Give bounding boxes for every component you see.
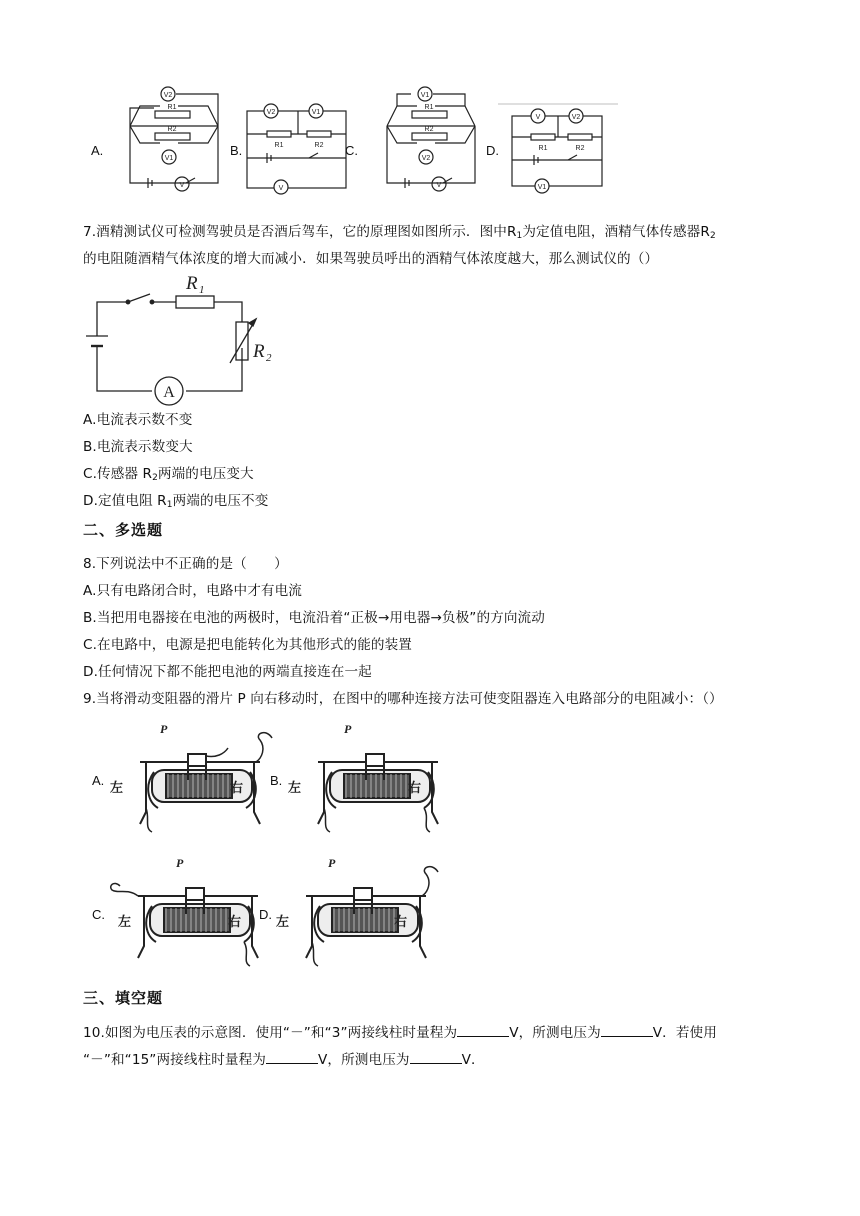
r1-label: R1 — [424, 104, 434, 111]
circuit-d-diagram — [498, 102, 618, 190]
option-c-label: C. — [92, 907, 105, 922]
right-end-label: 右 — [230, 781, 244, 796]
meter-v-label: V — [535, 114, 541, 121]
r2-subscript: 2 — [266, 352, 272, 364]
r1-subscript: 1 — [199, 284, 205, 296]
meter-v-label: V — [436, 182, 442, 189]
circuit-c-diagram — [357, 78, 487, 190]
r1-label: R1 — [274, 142, 284, 149]
slider-p-label: P — [328, 856, 336, 870]
section-title-multiple-choice: 二、多选题 — [83, 521, 164, 539]
meter-v1-label: V1 — [311, 109, 321, 116]
right-end-label: 右 — [394, 915, 408, 930]
q8-option-d[interactable]: D.任何情况下都不能把电池的两端直接连在一起 — [83, 664, 372, 680]
q9-stem: 9.当将滑动变阻器的滑片 P 向右移动时，在图中的哪种连接方法可使变阻器连入电路部分的电阻减小：（） — [83, 691, 723, 707]
q8-option-a[interactable]: A.只有电路闭合时，电路中才有电流 — [83, 583, 302, 599]
option-c-label: C. — [345, 143, 358, 158]
q7-stem-line2: 的电阻随酒精气体浓度的增大而减小．如果驾驶员呼出的酒精气体浓度越大，那么测试仪的（） — [83, 251, 659, 267]
meter-v1-label: V1 — [420, 92, 430, 99]
left-end-label: 左 — [110, 781, 124, 796]
blank-reading-3v[interactable] — [601, 1022, 653, 1037]
meter-v-label: V — [179, 182, 185, 189]
blank-range-15v[interactable] — [266, 1049, 318, 1064]
r1-label: R1 — [167, 104, 177, 111]
meter-v1-label: V1 — [164, 155, 174, 162]
meter-v-label: V — [278, 185, 284, 192]
section-title-fill-in-blank: 三、填空题 — [83, 989, 164, 1007]
slider-p-label: P — [176, 856, 184, 870]
q7-option-a[interactable]: A.电流表示数不变 — [83, 412, 193, 428]
slider-p-label: P — [344, 722, 352, 736]
ammeter-label: A — [163, 384, 175, 401]
meter-v1-label: V1 — [537, 184, 547, 191]
left-end-label: 左 — [288, 781, 302, 796]
q7-option-b[interactable]: B.电流表示数变大 — [83, 439, 193, 455]
rheostat-c-diagram — [104, 852, 274, 970]
option-b-label: B. — [270, 773, 283, 788]
q7-stem-line1: 7.酒精测试仪可检测驾驶员是否酒后驾车，它的原理图如图所示．图中$R_1$为定值电阻，酒精气体传感器$R_2$ — [83, 224, 716, 241]
rheostat-d-diagram — [272, 852, 442, 970]
option-b-label: B. — [230, 143, 243, 158]
blank-reading-15v[interactable] — [410, 1049, 462, 1064]
circuit-a-diagram — [100, 78, 230, 190]
meter-v2-label: V2 — [571, 114, 581, 121]
r2-label: R2 — [575, 145, 585, 152]
rheostat-a-diagram — [106, 718, 276, 836]
r2-label: R2 — [424, 126, 434, 133]
left-end-label: 左 — [118, 915, 132, 930]
q10-line2: “－”和“15”两接线柱时量程为 V，所测电压为 V． — [83, 1049, 485, 1070]
q7-circuit-diagram — [80, 272, 290, 402]
right-end-label: 右 — [408, 781, 422, 796]
rheostat-b-diagram — [284, 718, 454, 836]
r1-label: R1 — [538, 145, 548, 152]
r2-label: R — [253, 341, 265, 362]
meter-v2-label: V2 — [163, 92, 173, 99]
option-a-label: A. — [91, 143, 104, 158]
q8-option-c[interactable]: C.在电路中，电源是把电能转化为其他形式的能的装置 — [83, 637, 412, 653]
r2-label: R2 — [167, 126, 177, 133]
option-d-label: D. — [486, 143, 499, 158]
r2-label: R2 — [314, 142, 324, 149]
blank-range-3v[interactable] — [457, 1022, 509, 1037]
q7-option-d[interactable]: D.定值电阻 $R_1$两端的电压不变 — [83, 493, 269, 510]
circuit-b-diagram — [243, 98, 355, 190]
q8-option-b[interactable]: B.当把用电器接在电池的两极时，电流沿着“正极→用电器→负极”的方向流动 — [83, 610, 545, 626]
meter-v2-label: V2 — [266, 109, 276, 116]
q8-stem: 8.下列说法中不正确的是（ ） — [83, 556, 288, 572]
option-d-label: D. — [259, 907, 272, 922]
option-a-label: A. — [92, 773, 105, 788]
r1-label: R — [186, 273, 198, 294]
left-end-label: 左 — [276, 915, 290, 930]
meter-v2-label: V2 — [421, 155, 431, 162]
q10-line1: 10.如图为电压表的示意图．使用“－”和“3”两接线柱时量程为 V，所测电压为 V．若使用 — [83, 1022, 717, 1043]
right-end-label: 右 — [228, 915, 242, 930]
q7-option-c[interactable]: C.传感器 $R_2$两端的电压变大 — [83, 466, 254, 483]
slider-p-label: P — [160, 722, 168, 736]
